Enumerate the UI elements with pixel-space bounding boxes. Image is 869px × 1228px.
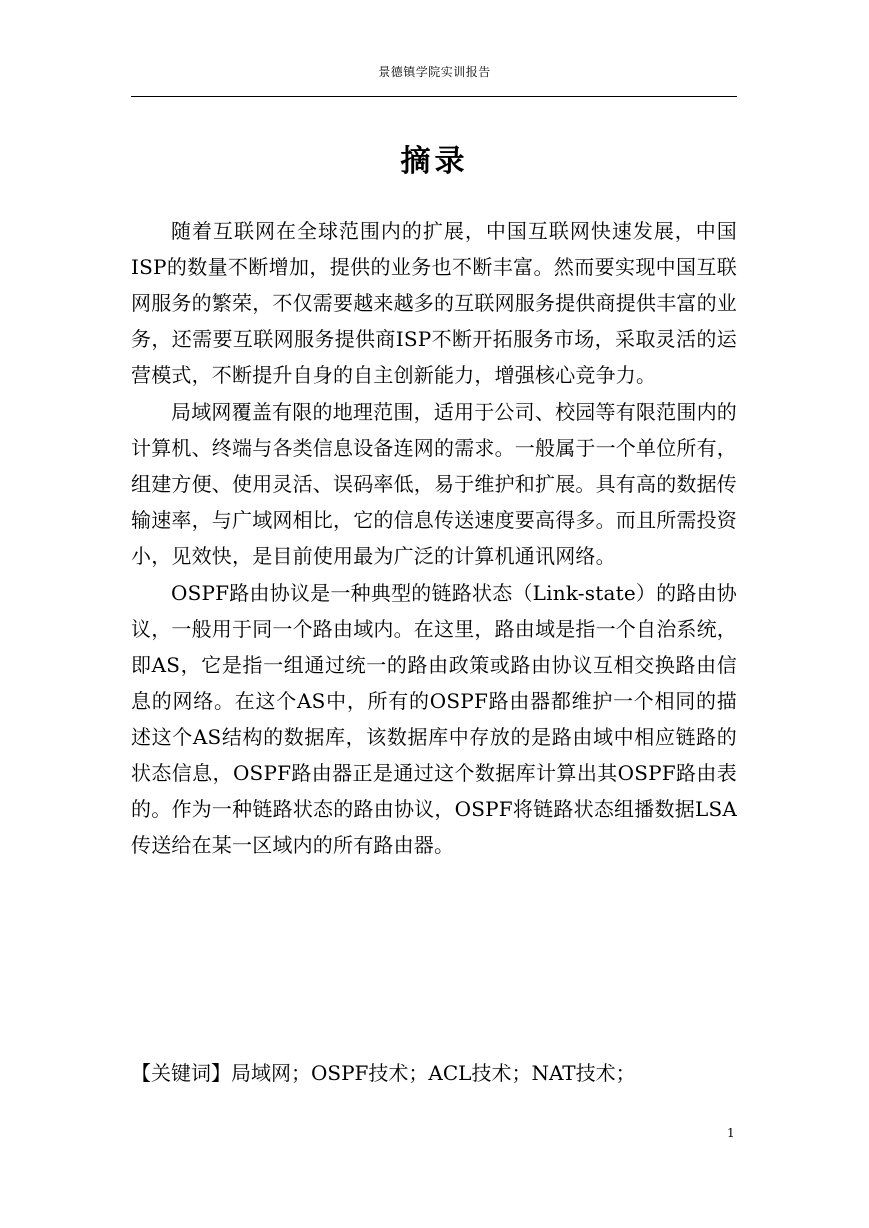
header-divider xyxy=(131,96,737,97)
running-header: 景德镇学院实训报告 xyxy=(378,65,491,79)
page-title: 摘录 xyxy=(400,144,469,179)
paragraph-3: OSPF路由协议是一种典型的链路状态（Link-state）的路由协议，一般用于同一个路由域内。在这里，路由域是指一个自治系统，即AS，它是指一组通过统一的路由政策或路由协议互相交换路由信息的网络。在这个AS中，所有的OSPF路由器都维护一个相同的描述这个AS结构的数据库，该数据库中存放的是路由域中相应链路的状态信息，OSPF路由器正是通过这个数据库计算出其OSPF路由表的。作为一种链路状态的路由协议，OSPF将链路状态组播数据LSA传送给在某一区域内的所有路由器。 xyxy=(131,581,737,857)
page-number: 1 xyxy=(727,1126,735,1140)
paragraph-2: 局域网覆盖有限的地理范围，适用于公司、校园等有限范围内的计算机、终端与各类信息设备连网的需求。一般属于一个单位所有，组建方便、使用灵活、误码率低，易于维护和扩展。具有高的数据传输速率，与广域网相比，它的信息传送速度要高得多。而且所需投资小，见效快，是目前使用最为广泛的计算机通讯网络。 xyxy=(131,400,737,568)
keywords-line: 【关键词】局域网；OSPF技术；ACL技术；NAT技术； xyxy=(131,1061,636,1085)
paragraph-1: 随着互联网在全球范围内的扩展，中国互联网快速发展，中国ISP的数量不断增加，提供的业务也不断丰富。然而要实现中国互联网服务的繁荣，不仅需要越来越多的互联网服务提供商提供丰富的业务，还需要互联网服务提供商ISP不断开拓服务市场，采取灵活的运营模式，不断提升自身的自主创新能力，增强核心竞争力。 xyxy=(131,219,737,387)
abstract-body xyxy=(131,213,737,863)
